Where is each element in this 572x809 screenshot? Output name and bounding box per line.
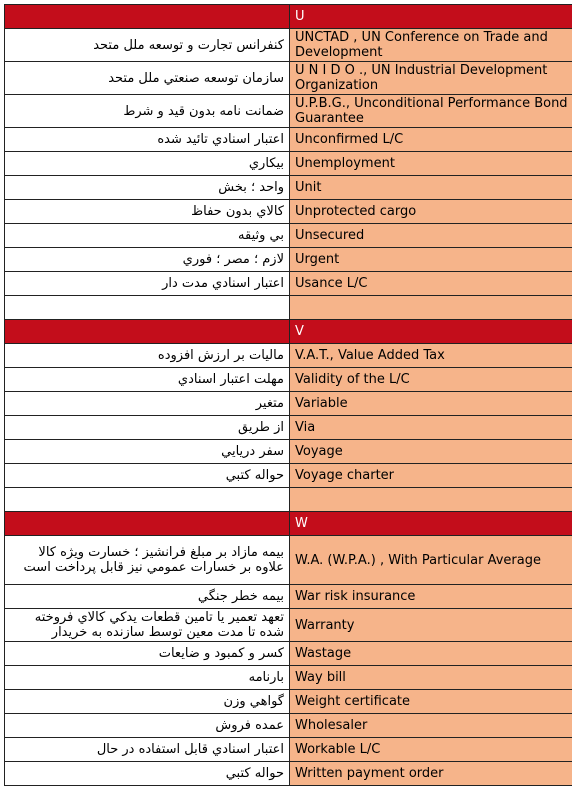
english-term: Warranty <box>290 609 572 642</box>
english-term: Voyage charter <box>290 464 572 488</box>
persian-definition: بيكاري <box>5 152 290 176</box>
persian-definition: از طريق <box>5 416 290 440</box>
glossary-table <box>4 4 572 786</box>
english-term: Written payment order <box>290 762 572 786</box>
english-term: Voyage <box>290 440 572 464</box>
persian-definition: تعهد تعمير يا تامين قطعات يدكي كالاي فروخته شده تا مدت معين توسط سازنده به خريدار <box>5 609 290 642</box>
persian-definition: عمده فروش <box>5 714 290 738</box>
section-letter: V <box>290 320 572 344</box>
english-term: Unit <box>290 176 572 200</box>
section-header-w <box>5 512 572 536</box>
english-term: UNCTAD , UN Conference on Trade and Development <box>290 29 572 62</box>
english-term: Wholesaler <box>290 714 572 738</box>
english-term: Unemployment <box>290 152 572 176</box>
persian-definition: بي وثيقه <box>5 224 290 248</box>
english-term: Usance L/C <box>290 272 572 296</box>
persian-definition: حواله كتبي <box>5 762 290 786</box>
section-letter: U <box>290 5 572 29</box>
glossary-row <box>5 200 572 224</box>
english-term: Way bill <box>290 666 572 690</box>
persian-definition <box>5 296 290 320</box>
english-term <box>290 296 572 320</box>
english-term: W.A. (W.P.A.) , With Particular Average <box>290 536 572 585</box>
english-term: Urgent <box>290 248 572 272</box>
glossary-row <box>5 128 572 152</box>
persian-definition: ضمانت نامه بدون قيد و شرط <box>5 95 290 128</box>
glossary-row <box>5 642 572 666</box>
english-term <box>290 488 572 512</box>
persian-definition: بيمه مازاد بر مبلغ فرانشيز ؛ خسارت ويژه كالا علاوه بر خسارات عمومي نيز قابل پرداخت است <box>5 536 290 585</box>
english-term: Unsecured <box>290 224 572 248</box>
section-header-fa-cell <box>5 512 290 536</box>
glossary-row <box>5 464 572 488</box>
persian-definition: مهلت اعتبار اسنادي <box>5 368 290 392</box>
persian-definition: واحد ؛ بخش <box>5 176 290 200</box>
glossary-row <box>5 392 572 416</box>
persian-definition: اعتبار اسنادي مدت دار <box>5 272 290 296</box>
english-term: V.A.T., Value Added Tax <box>290 344 572 368</box>
glossary-row <box>5 738 572 762</box>
section-header-fa-cell <box>5 5 290 29</box>
persian-definition: كنفرانس تجارت و توسعه ملل متحد <box>5 29 290 62</box>
glossary-row <box>5 95 572 128</box>
persian-definition: كالاي بدون حفاظ <box>5 200 290 224</box>
glossary-row <box>5 344 572 368</box>
english-term: Wastage <box>290 642 572 666</box>
persian-definition: بيمه خطر جنگي <box>5 585 290 609</box>
glossary-row <box>5 62 572 95</box>
glossary-body <box>5 5 572 786</box>
persian-definition: اعتبار اسنادي قابل استفاده در حال <box>5 738 290 762</box>
persian-definition: حواله كتبي <box>5 464 290 488</box>
glossary-row <box>5 536 572 585</box>
english-term: Validity of the L/C <box>290 368 572 392</box>
blank-row <box>5 488 572 512</box>
persian-definition: لازم ؛ مصر ؛ فوري <box>5 248 290 272</box>
persian-definition <box>5 488 290 512</box>
glossary-row <box>5 29 572 62</box>
glossary-row <box>5 666 572 690</box>
glossary-row <box>5 176 572 200</box>
glossary-row <box>5 440 572 464</box>
persian-definition: ماليات بر ارزش افزوده <box>5 344 290 368</box>
english-term: Variable <box>290 392 572 416</box>
persian-definition: اعتبار اسنادي تائيد شده <box>5 128 290 152</box>
section-header-v <box>5 320 572 344</box>
glossary-row <box>5 152 572 176</box>
english-term: Workable L/C <box>290 738 572 762</box>
glossary-row <box>5 248 572 272</box>
persian-definition: متغير <box>5 392 290 416</box>
glossary-row <box>5 368 572 392</box>
english-term: U.P.B.G., Unconditional Performance Bond Guarantee <box>290 95 572 128</box>
persian-definition: سازمان توسعه صنعتي ملل متحد <box>5 62 290 95</box>
english-term: War risk insurance <box>290 585 572 609</box>
glossary-row <box>5 272 572 296</box>
english-term: Weight certificate <box>290 690 572 714</box>
blank-row <box>5 296 572 320</box>
persian-definition: كسر و كمبود و ضايعات <box>5 642 290 666</box>
english-term: U N I D O ., UN Industrial Development Organization <box>290 62 572 95</box>
english-term: Unconfirmed L/C <box>290 128 572 152</box>
persian-definition: گواهي وزن <box>5 690 290 714</box>
persian-definition: سفر دريايي <box>5 440 290 464</box>
english-term: Unprotected cargo <box>290 200 572 224</box>
glossary-row <box>5 714 572 738</box>
persian-definition: بارنامه <box>5 666 290 690</box>
section-letter: W <box>290 512 572 536</box>
glossary-row <box>5 762 572 786</box>
section-header-u <box>5 5 572 29</box>
glossary-row <box>5 416 572 440</box>
section-header-fa-cell <box>5 320 290 344</box>
glossary-row <box>5 609 572 642</box>
glossary-row <box>5 690 572 714</box>
glossary-row <box>5 585 572 609</box>
glossary-row <box>5 224 572 248</box>
english-term: Via <box>290 416 572 440</box>
